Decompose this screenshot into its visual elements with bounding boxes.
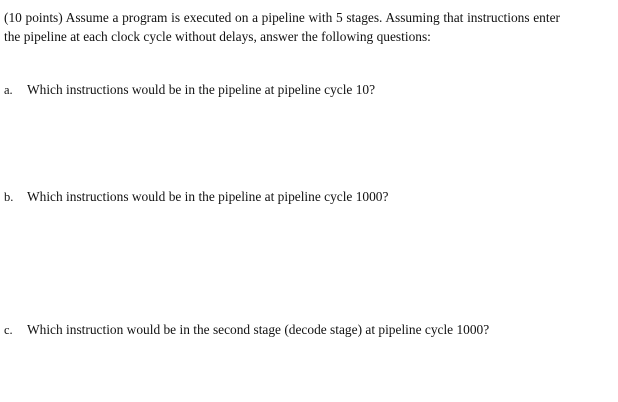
question-marker: b.	[4, 190, 14, 204]
problem-text: Assume a program is executed on a pipeline with 5 stages. Assuming that instructions enter the pipeline at each clock cycle without delays, answer the following questions:	[4, 10, 561, 44]
question-c	[4, 321, 604, 339]
question-marker: c.	[4, 323, 13, 337]
question-marker: a.	[4, 83, 13, 97]
question-text: Which instructions would be in the pipeline at pipeline cycle 10?	[27, 82, 376, 97]
problem-statement	[4, 9, 560, 46]
question-a	[4, 81, 604, 99]
points-label: (10 points)	[4, 10, 63, 25]
question-text: Which instructions would be in the pipeline at pipeline cycle 1000?	[27, 189, 389, 204]
question-b	[4, 188, 604, 206]
question-text: Which instruction would be in the second stage (decode stage) at pipeline cycle 1000?	[27, 322, 490, 337]
